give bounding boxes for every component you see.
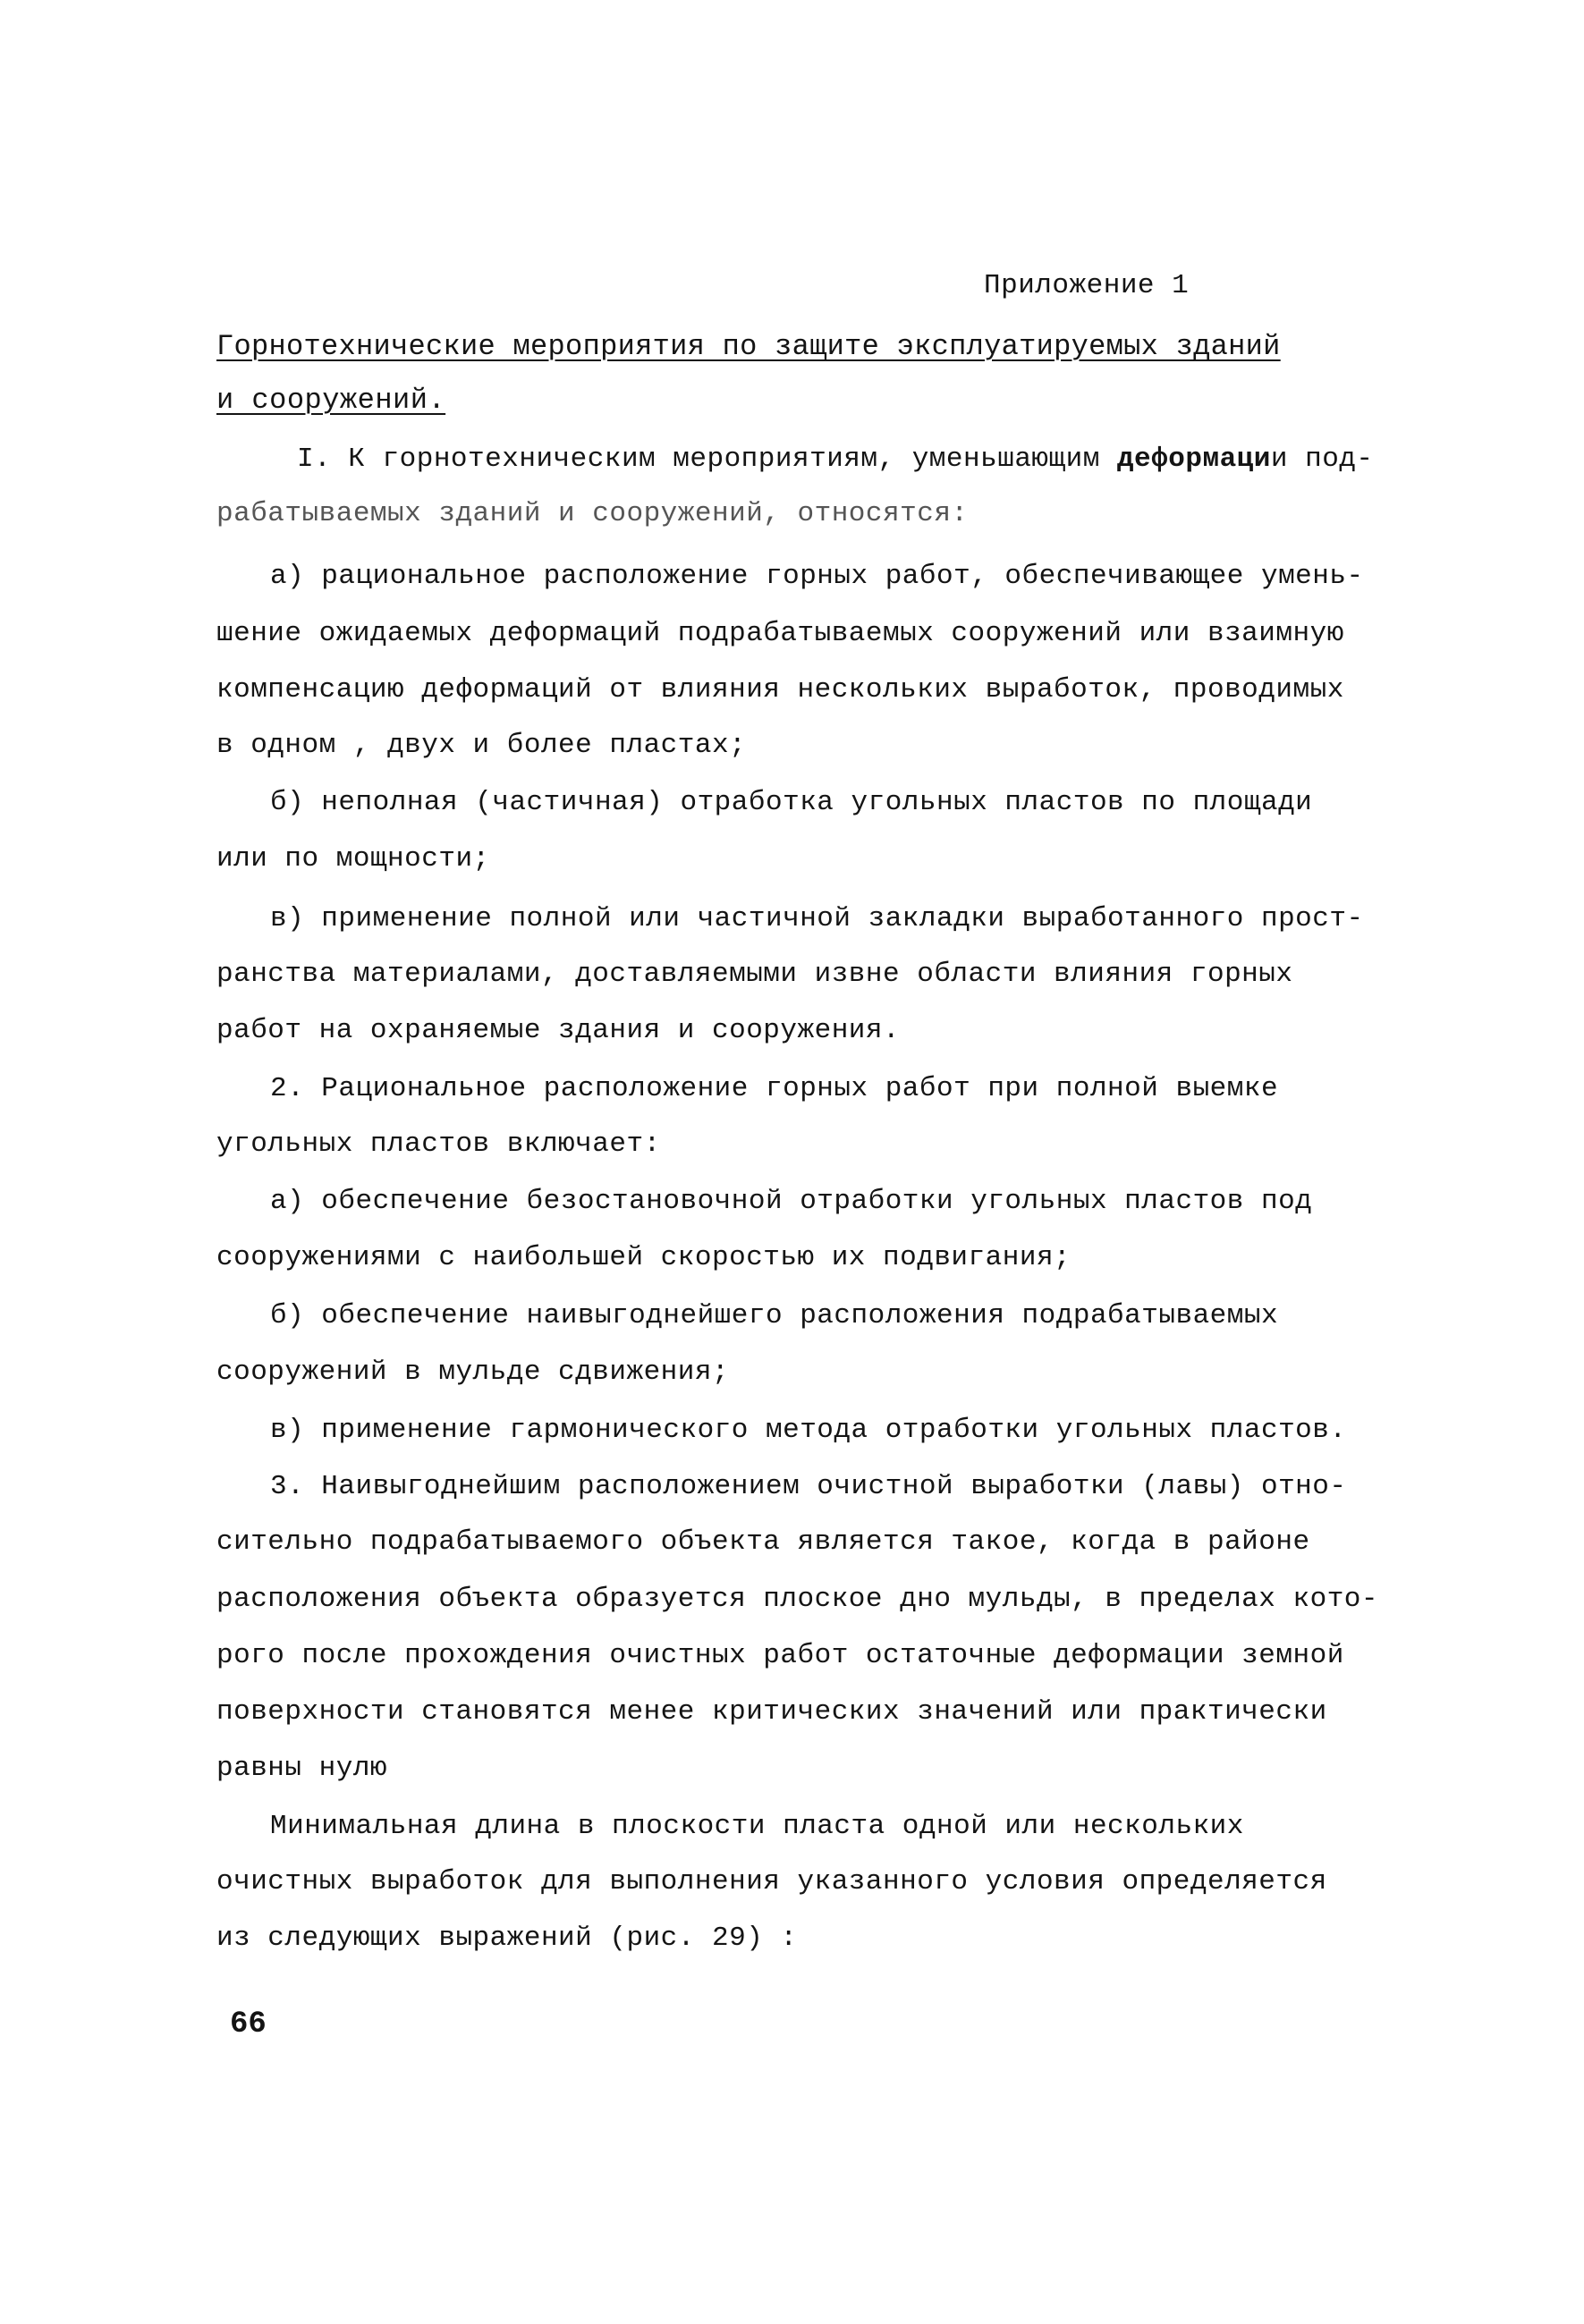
body-line: шение ожидаемых деформаций подрабатываемых сооружений или взаимную <box>216 618 1344 649</box>
body-line: сооружений в мульде сдвижения; <box>216 1356 730 1388</box>
body-line: а) рациональное расположение горных работ, обеспечивающее умень- <box>270 561 1364 592</box>
body-line: равны нулю <box>216 1753 388 1784</box>
body-text-bold: деформаци <box>1116 444 1271 475</box>
appendix-label: Приложение 1 <box>984 270 1190 301</box>
body-line: компенсацию деформаций от влияния нескольких выработок, проводимых <box>216 674 1344 706</box>
body-line: из следующих выражений (рис. 29) : <box>216 1923 798 1954</box>
body-line: поверхности становятся менее критических значений или практически <box>216 1696 1327 1728</box>
body-line: 3. Наивыгоднейшим расположением очистной выработки (лавы) отно- <box>270 1471 1347 1502</box>
body-line: рабатываемых зданий и сооружений, относятся: <box>216 498 969 529</box>
document-title-line-2: и сооружений. <box>216 384 446 417</box>
body-line: в) применение гармонического метода отработки угольных пластов. <box>270 1415 1347 1446</box>
body-line: в) применение полной или частичной закладки выработанного прост- <box>270 903 1364 934</box>
body-line: сительно подрабатываемого объекта является такое, когда в районе <box>216 1526 1310 1558</box>
body-line <box>297 442 1374 477</box>
body-line: расположения объекта образуется плоское дно мульды, в пределах кото- <box>216 1584 1379 1615</box>
body-line: ранства материалами, доставляемыми извне области влияния горных <box>216 959 1293 990</box>
body-line: угольных пластов включает: <box>216 1128 661 1160</box>
body-line: рого после прохождения очистных работ остаточные деформации земной <box>216 1640 1344 1671</box>
document-title-line-1: Горнотехнические мероприятия по защите эксплуатируемых зданий <box>216 330 1281 363</box>
body-line: б) обеспечение наивыгоднейшего расположения подрабатываемых <box>270 1300 1279 1331</box>
body-line: в одном , двух и более пластах; <box>216 730 747 761</box>
body-line: очистных выработок для выполнения указанного условия определяется <box>216 1866 1327 1897</box>
body-line: Минимальная длина в плоскости пласта одной или нескольких <box>270 1811 1244 1842</box>
body-line: б) неполная (частичная) отработка угольных пластов по площади <box>270 787 1313 818</box>
body-line: или по мощности; <box>216 843 490 875</box>
body-line: работ на охраняемые здания и сооружения. <box>216 1015 901 1046</box>
body-text: и под- <box>1270 444 1374 475</box>
body-text: I. К горнотехническим мероприятиям, уменьшающим <box>297 444 1117 475</box>
body-line: сооружениями с наибольшей скоростью их подвигания; <box>216 1242 1072 1273</box>
page-number: 66 <box>230 2007 267 2041</box>
body-line: 2. Рациональное расположение горных работ при полной выемке <box>270 1073 1279 1104</box>
body-line: а) обеспечение безостановочной отработки угольных пластов под <box>270 1186 1313 1217</box>
